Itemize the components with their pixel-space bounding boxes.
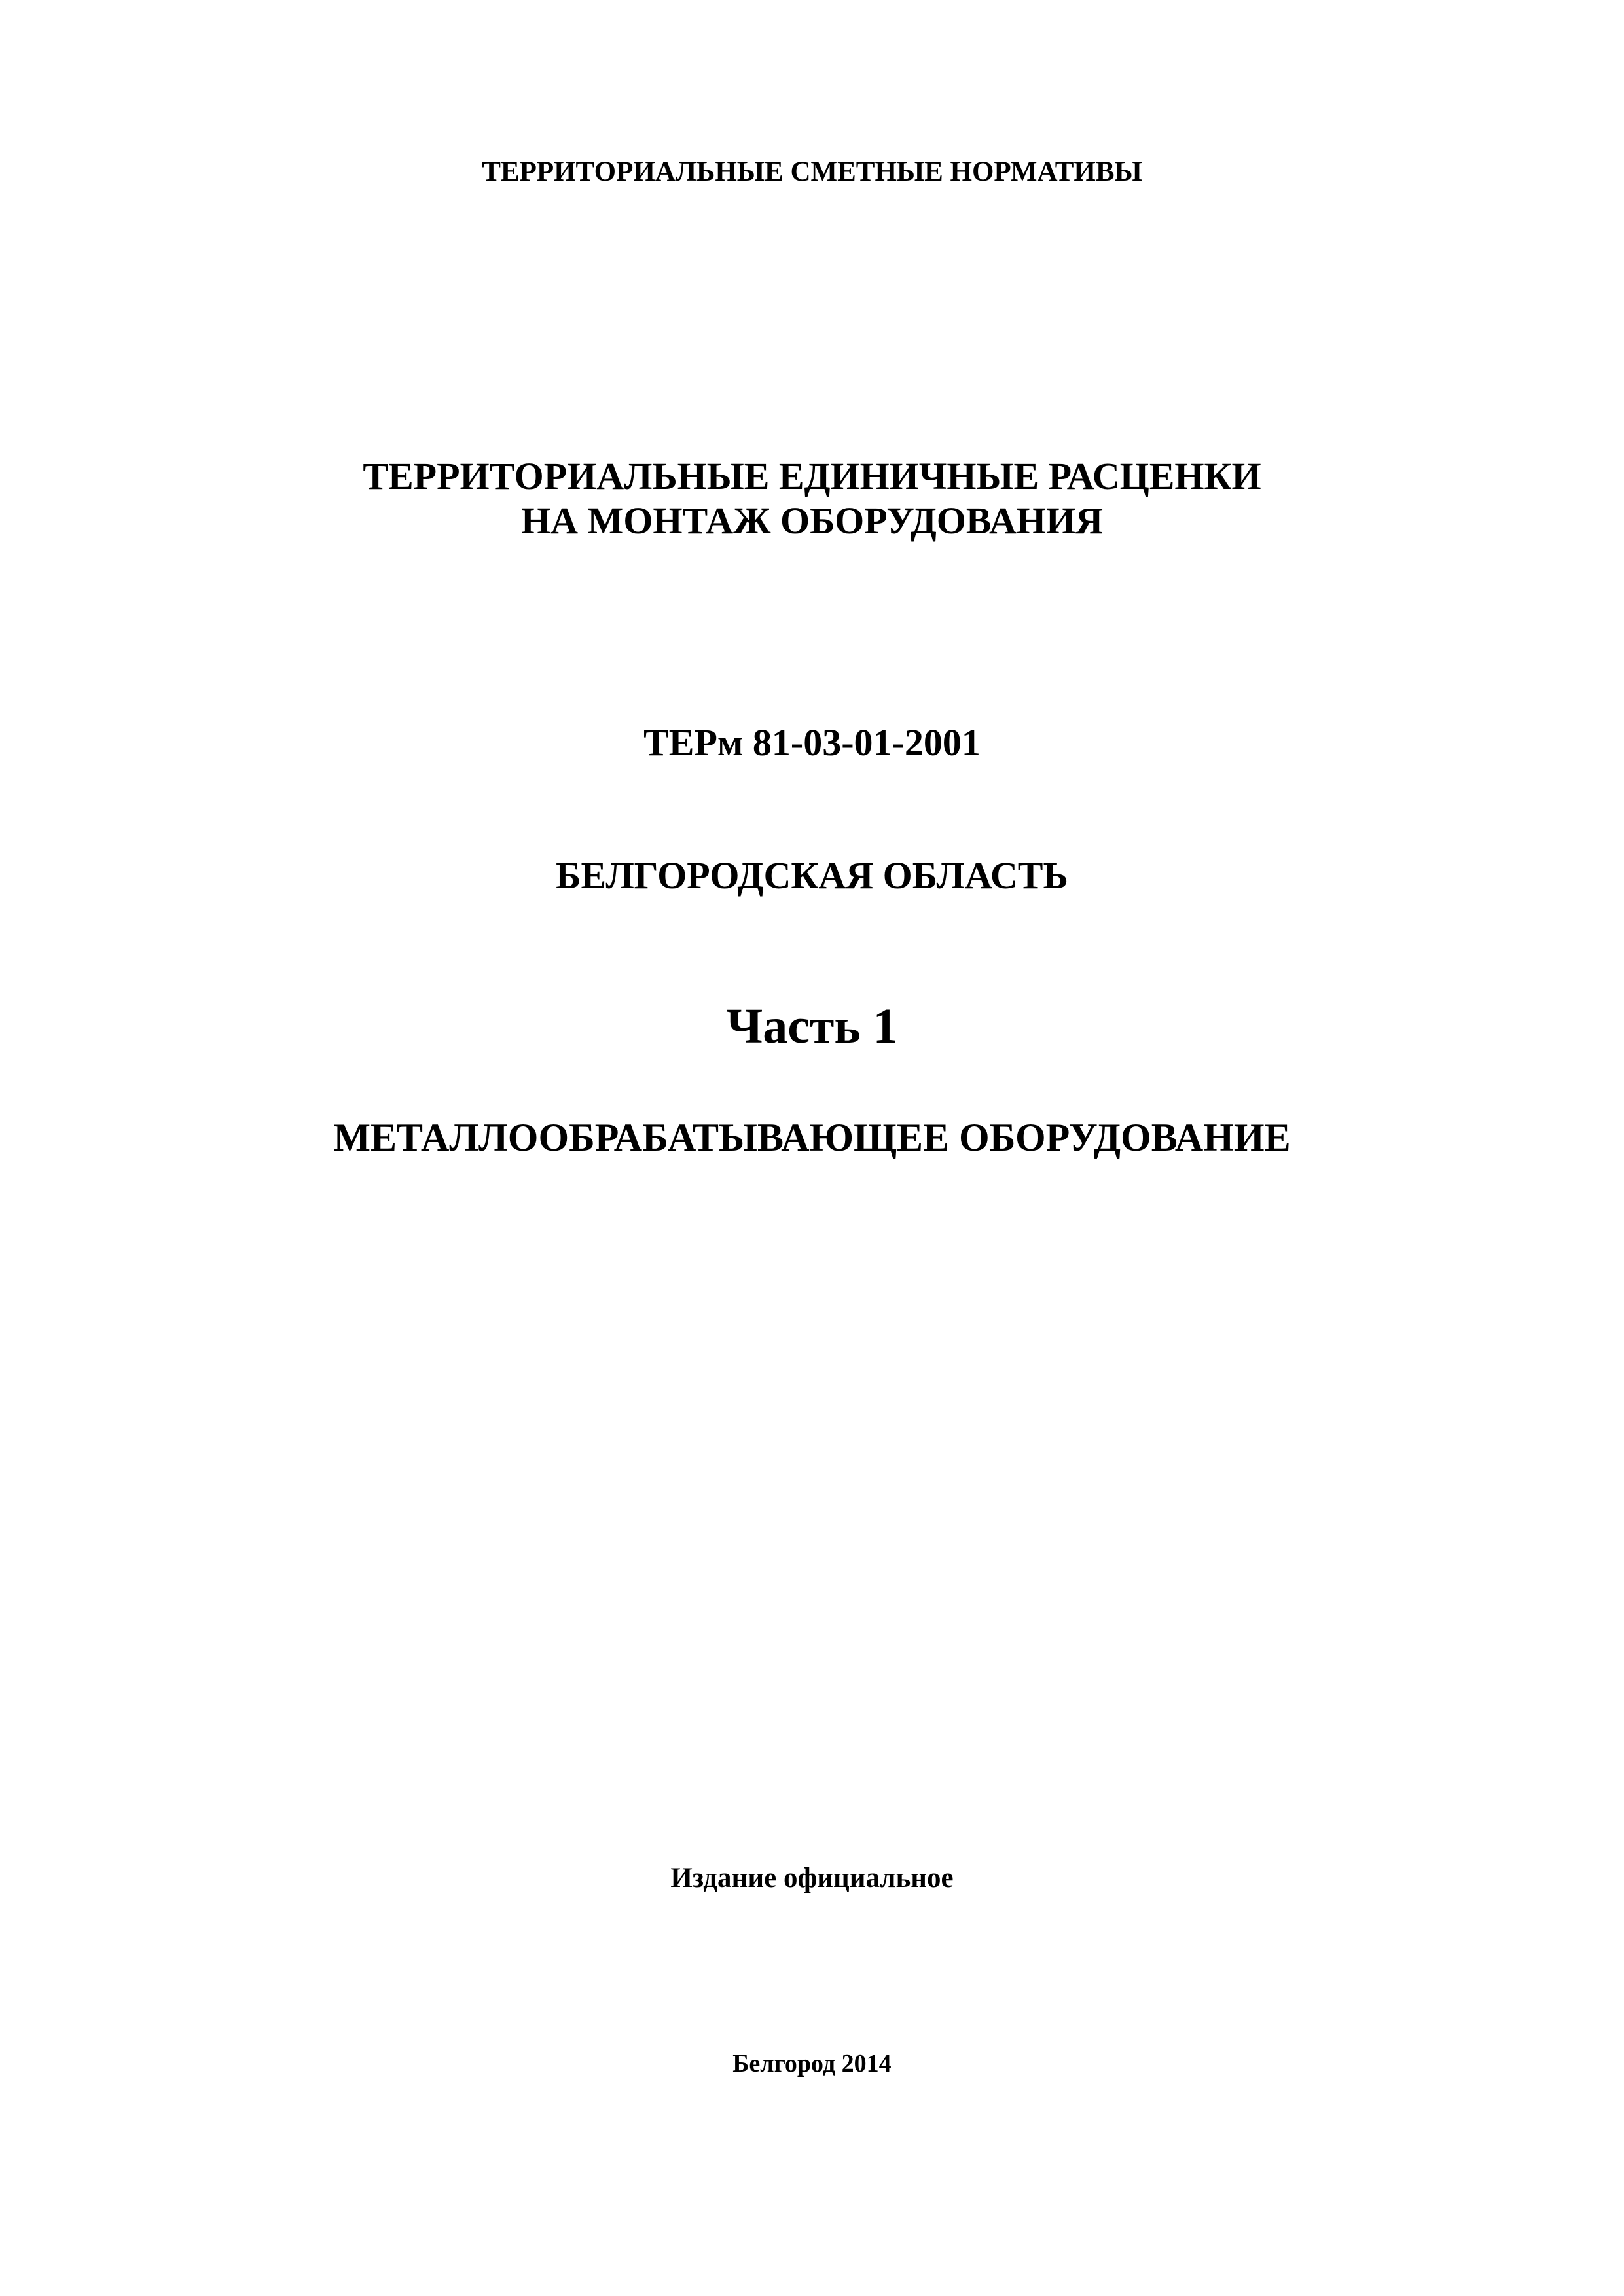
series-title: ТЕРРИТОРИАЛЬНЫЕ СМЕТНЫЕ НОРМАТИВЫ — [482, 156, 1142, 187]
edition-label: Издание официальное — [670, 1863, 954, 1893]
part-title: Часть 1 — [726, 999, 898, 1054]
main-title-line-1: ТЕРРИТОРИАЛЬНЫЕ ЕДИНИЧНЫЕ РАСЦЕНКИ — [363, 455, 1261, 497]
main-title-line-2: НА МОНТАЖ ОБОРУДОВАНИЯ — [521, 499, 1103, 542]
document-code: ТЕРм 81-03-01-2001 — [643, 721, 981, 764]
region-title: БЕЛГОРОДСКАЯ ОБЛАСТЬ — [556, 854, 1068, 897]
place-year: Белгород 2014 — [732, 2050, 892, 2077]
section-title: МЕТАЛЛООБРАБАТЫВАЮЩЕЕ ОБОРУДОВАНИЕ — [333, 1116, 1291, 1159]
